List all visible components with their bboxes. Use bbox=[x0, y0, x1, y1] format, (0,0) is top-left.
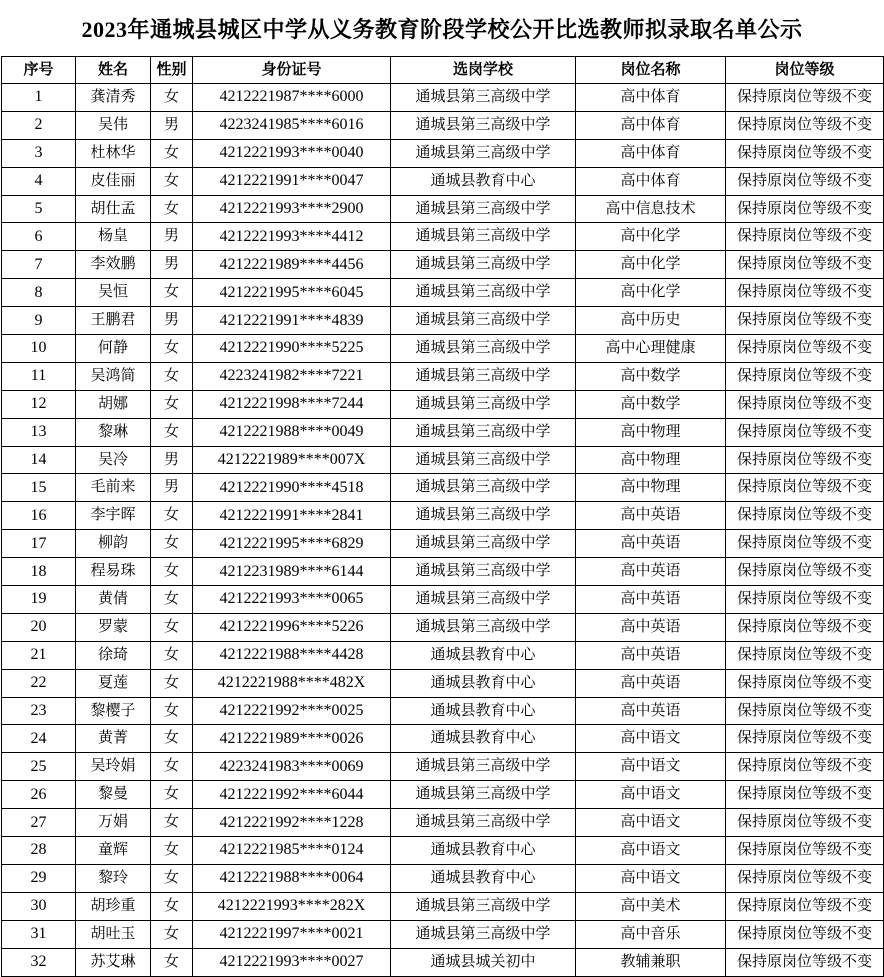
cell-position-name: 高中英语 bbox=[576, 558, 726, 586]
cell-name: 何静 bbox=[76, 335, 151, 363]
cell-id-number: 4212221992****1228 bbox=[193, 809, 391, 837]
cell-position-level: 保持原岗位等级不变 bbox=[726, 837, 884, 865]
cell-name: 李效鹏 bbox=[76, 251, 151, 279]
cell-position-name: 高中语文 bbox=[576, 837, 726, 865]
cell-position-level: 保持原岗位等级不变 bbox=[726, 948, 884, 976]
cell-gender: 女 bbox=[151, 586, 193, 614]
cell-id-number: 4212221997****0021 bbox=[193, 920, 391, 948]
table-row bbox=[2, 195, 884, 223]
cell-position-name: 高中体育 bbox=[576, 139, 726, 167]
table-row bbox=[2, 781, 884, 809]
cell-gender: 男 bbox=[151, 111, 193, 139]
cell-position-level: 保持原岗位等级不变 bbox=[726, 781, 884, 809]
cell-position-level: 保持原岗位等级不变 bbox=[726, 418, 884, 446]
cell-id-number: 4212221988****0049 bbox=[193, 418, 391, 446]
cell-id-number: 4212221988****482X bbox=[193, 669, 391, 697]
cell-position-name: 高中物理 bbox=[576, 474, 726, 502]
cell-index: 1 bbox=[2, 84, 76, 112]
cell-name: 黎琳 bbox=[76, 418, 151, 446]
cell-school: 通城县教育中心 bbox=[391, 641, 576, 669]
table-row bbox=[2, 641, 884, 669]
table-row bbox=[2, 390, 884, 418]
cell-index: 5 bbox=[2, 195, 76, 223]
cell-gender: 女 bbox=[151, 167, 193, 195]
cell-id-number: 4212221992****6044 bbox=[193, 781, 391, 809]
cell-name: 吴伟 bbox=[76, 111, 151, 139]
cell-position-level: 保持原岗位等级不变 bbox=[726, 753, 884, 781]
table-header bbox=[2, 57, 884, 84]
cell-id-number: 4212221993****0065 bbox=[193, 586, 391, 614]
cell-gender: 女 bbox=[151, 948, 193, 976]
cell-id-number: 4212221998****7244 bbox=[193, 390, 391, 418]
cell-name: 胡吐玉 bbox=[76, 920, 151, 948]
cell-position-level: 保持原岗位等级不变 bbox=[726, 641, 884, 669]
cell-position-name: 高中英语 bbox=[576, 586, 726, 614]
cell-school: 通城县第三高级中学 bbox=[391, 586, 576, 614]
cell-gender: 男 bbox=[151, 474, 193, 502]
cell-position-level: 保持原岗位等级不变 bbox=[726, 502, 884, 530]
recruitment-roster-table bbox=[1, 56, 884, 977]
cell-gender: 男 bbox=[151, 223, 193, 251]
cell-school: 通城县第三高级中学 bbox=[391, 279, 576, 307]
table-row bbox=[2, 362, 884, 390]
cell-id-number: 4212221993****2900 bbox=[193, 195, 391, 223]
cell-id-number: 4212221996****5226 bbox=[193, 613, 391, 641]
table-body bbox=[2, 84, 884, 977]
cell-gender: 女 bbox=[151, 558, 193, 586]
cell-gender: 女 bbox=[151, 195, 193, 223]
cell-school: 通城县第三高级中学 bbox=[391, 781, 576, 809]
cell-school: 通城县第三高级中学 bbox=[391, 223, 576, 251]
cell-position-name: 教辅兼职 bbox=[576, 948, 726, 976]
cell-gender: 女 bbox=[151, 920, 193, 948]
table-row bbox=[2, 279, 884, 307]
cell-index: 17 bbox=[2, 530, 76, 558]
cell-position-level: 保持原岗位等级不变 bbox=[726, 279, 884, 307]
table-row bbox=[2, 697, 884, 725]
cell-id-number: 4212221992****0025 bbox=[193, 697, 391, 725]
cell-position-level: 保持原岗位等级不变 bbox=[726, 530, 884, 558]
cell-position-name: 高中物理 bbox=[576, 418, 726, 446]
cell-index: 14 bbox=[2, 446, 76, 474]
cell-name: 王鹏君 bbox=[76, 307, 151, 335]
cell-index: 27 bbox=[2, 809, 76, 837]
cell-school: 通城县教育中心 bbox=[391, 669, 576, 697]
cell-name: 吴玲娟 bbox=[76, 753, 151, 781]
cell-school: 通城县教育中心 bbox=[391, 837, 576, 865]
cell-index: 10 bbox=[2, 335, 76, 363]
cell-id-number: 4212221987****6000 bbox=[193, 84, 391, 112]
cell-index: 19 bbox=[2, 586, 76, 614]
cell-position-name: 高中物理 bbox=[576, 446, 726, 474]
cell-position-level: 保持原岗位等级不变 bbox=[726, 864, 884, 892]
table-row bbox=[2, 837, 884, 865]
cell-index: 9 bbox=[2, 307, 76, 335]
cell-school: 通城县第三高级中学 bbox=[391, 307, 576, 335]
cell-name: 童辉 bbox=[76, 837, 151, 865]
table-row bbox=[2, 920, 884, 948]
cell-gender: 女 bbox=[151, 781, 193, 809]
cell-position-name: 高中信息技术 bbox=[576, 195, 726, 223]
cell-index: 4 bbox=[2, 167, 76, 195]
cell-id-number: 4223241982****7221 bbox=[193, 362, 391, 390]
cell-id-number: 4212221995****6829 bbox=[193, 530, 391, 558]
cell-position-level: 保持原岗位等级不变 bbox=[726, 111, 884, 139]
cell-school: 通城县第三高级中学 bbox=[391, 418, 576, 446]
cell-position-name: 高中心理健康 bbox=[576, 335, 726, 363]
table-row bbox=[2, 948, 884, 976]
cell-position-level: 保持原岗位等级不变 bbox=[726, 446, 884, 474]
cell-name: 黎玲 bbox=[76, 864, 151, 892]
cell-index: 7 bbox=[2, 251, 76, 279]
cell-index: 22 bbox=[2, 669, 76, 697]
cell-position-level: 保持原岗位等级不变 bbox=[726, 586, 884, 614]
cell-gender: 女 bbox=[151, 139, 193, 167]
cell-school: 通城县第三高级中学 bbox=[391, 474, 576, 502]
column-header: 序号 bbox=[2, 57, 76, 84]
cell-name: 毛前来 bbox=[76, 474, 151, 502]
cell-name: 徐琦 bbox=[76, 641, 151, 669]
cell-index: 8 bbox=[2, 279, 76, 307]
table-row bbox=[2, 586, 884, 614]
table-row bbox=[2, 307, 884, 335]
cell-index: 25 bbox=[2, 753, 76, 781]
table-row bbox=[2, 223, 884, 251]
cell-position-name: 高中英语 bbox=[576, 697, 726, 725]
cell-name: 苏艾琳 bbox=[76, 948, 151, 976]
cell-gender: 女 bbox=[151, 837, 193, 865]
cell-school: 通城县第三高级中学 bbox=[391, 390, 576, 418]
cell-position-name: 高中历史 bbox=[576, 307, 726, 335]
cell-position-level: 保持原岗位等级不变 bbox=[726, 390, 884, 418]
cell-gender: 女 bbox=[151, 335, 193, 363]
cell-name: 黄倩 bbox=[76, 586, 151, 614]
cell-name: 杜林华 bbox=[76, 139, 151, 167]
cell-id-number: 4212221993****282X bbox=[193, 892, 391, 920]
cell-position-level: 保持原岗位等级不变 bbox=[726, 335, 884, 363]
cell-name: 龚清秀 bbox=[76, 84, 151, 112]
cell-school: 通城县第三高级中学 bbox=[391, 446, 576, 474]
cell-gender: 男 bbox=[151, 446, 193, 474]
cell-index: 13 bbox=[2, 418, 76, 446]
cell-index: 15 bbox=[2, 474, 76, 502]
cell-name: 胡仕孟 bbox=[76, 195, 151, 223]
table-row bbox=[2, 111, 884, 139]
cell-position-level: 保持原岗位等级不变 bbox=[726, 84, 884, 112]
cell-index: 28 bbox=[2, 837, 76, 865]
cell-gender: 女 bbox=[151, 864, 193, 892]
cell-gender: 女 bbox=[151, 390, 193, 418]
cell-name: 吴恒 bbox=[76, 279, 151, 307]
table-row bbox=[2, 84, 884, 112]
cell-gender: 女 bbox=[151, 530, 193, 558]
cell-name: 罗蒙 bbox=[76, 613, 151, 641]
column-header: 岗位等级 bbox=[726, 57, 884, 84]
cell-position-level: 保持原岗位等级不变 bbox=[726, 307, 884, 335]
cell-gender: 女 bbox=[151, 613, 193, 641]
cell-position-name: 高中语文 bbox=[576, 864, 726, 892]
cell-gender: 女 bbox=[151, 84, 193, 112]
cell-position-name: 高中语文 bbox=[576, 809, 726, 837]
cell-position-level: 保持原岗位等级不变 bbox=[726, 697, 884, 725]
cell-position-name: 高中数学 bbox=[576, 390, 726, 418]
table-row bbox=[2, 251, 884, 279]
cell-name: 李宇晖 bbox=[76, 502, 151, 530]
cell-school: 通城县第三高级中学 bbox=[391, 84, 576, 112]
table-row bbox=[2, 474, 884, 502]
cell-index: 6 bbox=[2, 223, 76, 251]
cell-id-number: 4212221990****5225 bbox=[193, 335, 391, 363]
cell-id-number: 4212221988****4428 bbox=[193, 641, 391, 669]
table-row bbox=[2, 418, 884, 446]
cell-name: 吴鸿简 bbox=[76, 362, 151, 390]
table-row bbox=[2, 809, 884, 837]
table-row bbox=[2, 335, 884, 363]
cell-index: 30 bbox=[2, 892, 76, 920]
cell-gender: 女 bbox=[151, 641, 193, 669]
cell-id-number: 4223241983****0069 bbox=[193, 753, 391, 781]
column-header: 选岗学校 bbox=[391, 57, 576, 84]
cell-gender: 女 bbox=[151, 418, 193, 446]
cell-id-number: 4212221991****0047 bbox=[193, 167, 391, 195]
cell-school: 通城县第三高级中学 bbox=[391, 530, 576, 558]
cell-position-level: 保持原岗位等级不变 bbox=[726, 139, 884, 167]
cell-school: 通城县第三高级中学 bbox=[391, 892, 576, 920]
table-row bbox=[2, 530, 884, 558]
cell-index: 32 bbox=[2, 948, 76, 976]
table-row bbox=[2, 167, 884, 195]
cell-index: 12 bbox=[2, 390, 76, 418]
cell-position-name: 高中音乐 bbox=[576, 920, 726, 948]
cell-name: 黄菁 bbox=[76, 725, 151, 753]
cell-name: 皮佳丽 bbox=[76, 167, 151, 195]
cell-position-name: 高中美术 bbox=[576, 892, 726, 920]
table-row bbox=[2, 446, 884, 474]
cell-position-level: 保持原岗位等级不变 bbox=[726, 892, 884, 920]
cell-id-number: 4212221989****4456 bbox=[193, 251, 391, 279]
cell-id-number: 4212221993****0040 bbox=[193, 139, 391, 167]
cell-id-number: 4212221989****0026 bbox=[193, 725, 391, 753]
cell-position-name: 高中英语 bbox=[576, 530, 726, 558]
cell-position-level: 保持原岗位等级不变 bbox=[726, 474, 884, 502]
cell-position-name: 高中数学 bbox=[576, 362, 726, 390]
cell-school: 通城县第三高级中学 bbox=[391, 362, 576, 390]
cell-gender: 女 bbox=[151, 362, 193, 390]
cell-position-level: 保持原岗位等级不变 bbox=[726, 223, 884, 251]
cell-id-number: 4212221985****0124 bbox=[193, 837, 391, 865]
column-header: 岗位名称 bbox=[576, 57, 726, 84]
cell-position-level: 保持原岗位等级不变 bbox=[726, 669, 884, 697]
cell-id-number: 4212231989****6144 bbox=[193, 558, 391, 586]
cell-position-name: 高中语文 bbox=[576, 781, 726, 809]
table-row bbox=[2, 753, 884, 781]
cell-position-name: 高中英语 bbox=[576, 669, 726, 697]
cell-name: 胡娜 bbox=[76, 390, 151, 418]
table-row bbox=[2, 139, 884, 167]
cell-id-number: 4223241985****6016 bbox=[193, 111, 391, 139]
header-row bbox=[2, 57, 884, 84]
cell-id-number: 4212221988****0064 bbox=[193, 864, 391, 892]
cell-gender: 女 bbox=[151, 892, 193, 920]
cell-index: 20 bbox=[2, 613, 76, 641]
cell-index: 11 bbox=[2, 362, 76, 390]
cell-index: 2 bbox=[2, 111, 76, 139]
cell-school: 通城县第三高级中学 bbox=[391, 558, 576, 586]
cell-gender: 女 bbox=[151, 502, 193, 530]
cell-gender: 女 bbox=[151, 279, 193, 307]
cell-gender: 女 bbox=[151, 697, 193, 725]
cell-school: 通城县第三高级中学 bbox=[391, 335, 576, 363]
cell-position-name: 高中体育 bbox=[576, 84, 726, 112]
cell-school: 通城县第三高级中学 bbox=[391, 139, 576, 167]
cell-name: 万娟 bbox=[76, 809, 151, 837]
cell-position-name: 高中英语 bbox=[576, 502, 726, 530]
table-row bbox=[2, 669, 884, 697]
cell-gender: 女 bbox=[151, 725, 193, 753]
cell-name: 胡珍重 bbox=[76, 892, 151, 920]
cell-index: 31 bbox=[2, 920, 76, 948]
cell-gender: 女 bbox=[151, 753, 193, 781]
cell-gender: 女 bbox=[151, 809, 193, 837]
cell-name: 杨皇 bbox=[76, 223, 151, 251]
cell-position-level: 保持原岗位等级不变 bbox=[726, 167, 884, 195]
page-title: 2023年通城县城区中学从义务教育阶段学校公开比选教师拟录取名单公示 bbox=[81, 16, 803, 42]
column-header: 性别 bbox=[151, 57, 193, 84]
cell-school: 通城县第三高级中学 bbox=[391, 753, 576, 781]
cell-index: 21 bbox=[2, 641, 76, 669]
cell-position-name: 高中化学 bbox=[576, 279, 726, 307]
cell-school: 通城县教育中心 bbox=[391, 864, 576, 892]
cell-index: 16 bbox=[2, 502, 76, 530]
cell-position-level: 保持原岗位等级不变 bbox=[726, 613, 884, 641]
cell-school: 通城县第三高级中学 bbox=[391, 111, 576, 139]
cell-name: 吴冷 bbox=[76, 446, 151, 474]
cell-position-name: 高中化学 bbox=[576, 223, 726, 251]
table-row bbox=[2, 892, 884, 920]
cell-id-number: 4212221990****4518 bbox=[193, 474, 391, 502]
cell-id-number: 4212221993****0027 bbox=[193, 948, 391, 976]
cell-school: 通城县教育中心 bbox=[391, 167, 576, 195]
cell-id-number: 4212221991****2841 bbox=[193, 502, 391, 530]
cell-name: 柳韵 bbox=[76, 530, 151, 558]
cell-school: 通城县第三高级中学 bbox=[391, 502, 576, 530]
cell-id-number: 4212221991****4839 bbox=[193, 307, 391, 335]
cell-gender: 男 bbox=[151, 307, 193, 335]
cell-school: 通城县教育中心 bbox=[391, 697, 576, 725]
cell-name: 黎曼 bbox=[76, 781, 151, 809]
cell-school: 通城县教育中心 bbox=[391, 725, 576, 753]
cell-id-number: 4212221995****6045 bbox=[193, 279, 391, 307]
cell-position-name: 高中化学 bbox=[576, 251, 726, 279]
cell-position-name: 高中语文 bbox=[576, 753, 726, 781]
cell-position-level: 保持原岗位等级不变 bbox=[726, 809, 884, 837]
cell-position-level: 保持原岗位等级不变 bbox=[726, 558, 884, 586]
cell-position-level: 保持原岗位等级不变 bbox=[726, 920, 884, 948]
column-header: 身份证号 bbox=[193, 57, 391, 84]
cell-index: 3 bbox=[2, 139, 76, 167]
cell-position-name: 高中体育 bbox=[576, 111, 726, 139]
table-row bbox=[2, 502, 884, 530]
table-row bbox=[2, 725, 884, 753]
cell-name: 黎樱子 bbox=[76, 697, 151, 725]
cell-school: 通城县第三高级中学 bbox=[391, 195, 576, 223]
cell-position-level: 保持原岗位等级不变 bbox=[726, 725, 884, 753]
column-header: 姓名 bbox=[76, 57, 151, 84]
cell-id-number: 4212221989****007X bbox=[193, 446, 391, 474]
cell-id-number: 4212221993****4412 bbox=[193, 223, 391, 251]
cell-school: 通城县第三高级中学 bbox=[391, 251, 576, 279]
cell-position-name: 高中英语 bbox=[576, 641, 726, 669]
cell-position-name: 高中英语 bbox=[576, 613, 726, 641]
cell-school: 通城县第三高级中学 bbox=[391, 809, 576, 837]
cell-name: 夏莲 bbox=[76, 669, 151, 697]
cell-position-level: 保持原岗位等级不变 bbox=[726, 251, 884, 279]
cell-index: 29 bbox=[2, 864, 76, 892]
table-row bbox=[2, 558, 884, 586]
cell-index: 24 bbox=[2, 725, 76, 753]
cell-school: 通城县城关初中 bbox=[391, 948, 576, 976]
cell-index: 23 bbox=[2, 697, 76, 725]
table-row bbox=[2, 864, 884, 892]
table-row bbox=[2, 613, 884, 641]
cell-school: 通城县第三高级中学 bbox=[391, 613, 576, 641]
cell-position-name: 高中体育 bbox=[576, 167, 726, 195]
cell-position-name: 高中语文 bbox=[576, 725, 726, 753]
cell-school: 通城县第三高级中学 bbox=[391, 920, 576, 948]
cell-name: 程易珠 bbox=[76, 558, 151, 586]
cell-position-level: 保持原岗位等级不变 bbox=[726, 362, 884, 390]
cell-index: 18 bbox=[2, 558, 76, 586]
cell-position-level: 保持原岗位等级不变 bbox=[726, 195, 884, 223]
cell-gender: 男 bbox=[151, 251, 193, 279]
cell-gender: 女 bbox=[151, 669, 193, 697]
cell-index: 26 bbox=[2, 781, 76, 809]
